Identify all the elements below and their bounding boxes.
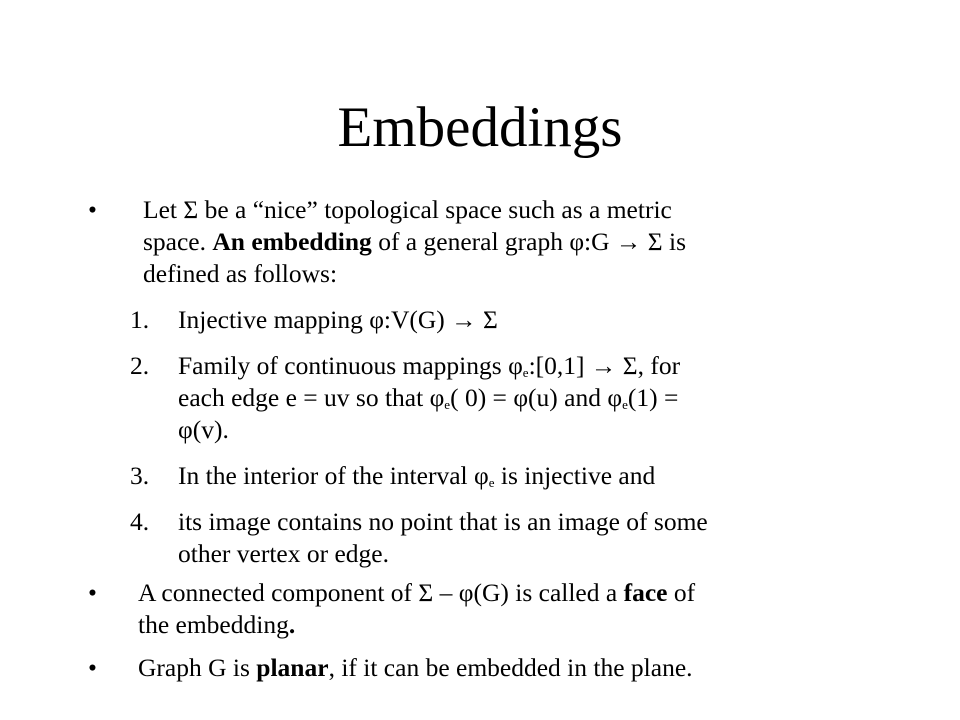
list-item-2-line-2: each edge e = uv so that $\varphi_e$( 0) = φ(u) and $\varphi_e(1)$ = [178, 383, 679, 412]
term-face: face [623, 578, 668, 607]
bullet-2-line-1: A connected component of Σ – φ(G) is called a face of [138, 578, 696, 607]
term-planar: planar [256, 653, 329, 682]
bullet-2-line-2: the embedding. [138, 610, 296, 639]
list-item-2-line-1: Family of continuous mappings $\varphi_e:[0,1] \to \Sigma$, for [178, 351, 681, 380]
list-number-1: 1. [130, 305, 150, 334]
bullet-1-marker: • [88, 195, 97, 224]
term-embedding: An embedding [212, 227, 372, 256]
list-number-3: 3. [130, 461, 150, 490]
list-item-1: Injective mapping φ:V(G) → Σ [178, 305, 498, 334]
list-item-2-line-3: φ(v). [178, 415, 229, 444]
bullet-3-marker: • [88, 653, 97, 682]
list-item-4-line-2: other vertex or edge. [178, 539, 389, 568]
list-number-4: 4. [130, 507, 150, 536]
slide-title: Embeddings [337, 96, 623, 159]
list-item-4-line-1: its image contains no point that is an image of some [178, 507, 708, 536]
list-item-3: In the interior of the interval $\varphi_e$ is injective and [178, 461, 656, 490]
bullet-1-line-1: Let Σ be a “nice” topological space such as a metric [143, 195, 672, 224]
bullet-1-line-2: space. An embedding of a general graph φ:G → Σ is [143, 227, 687, 256]
bullet-2-marker: • [88, 578, 97, 607]
bullet-1-line-3: defined as follows: [143, 259, 338, 288]
list-number-2: 2. [130, 351, 150, 380]
bullet-3-line-1: Graph G is planar, if it can be embedded in the plane. [138, 653, 693, 682]
